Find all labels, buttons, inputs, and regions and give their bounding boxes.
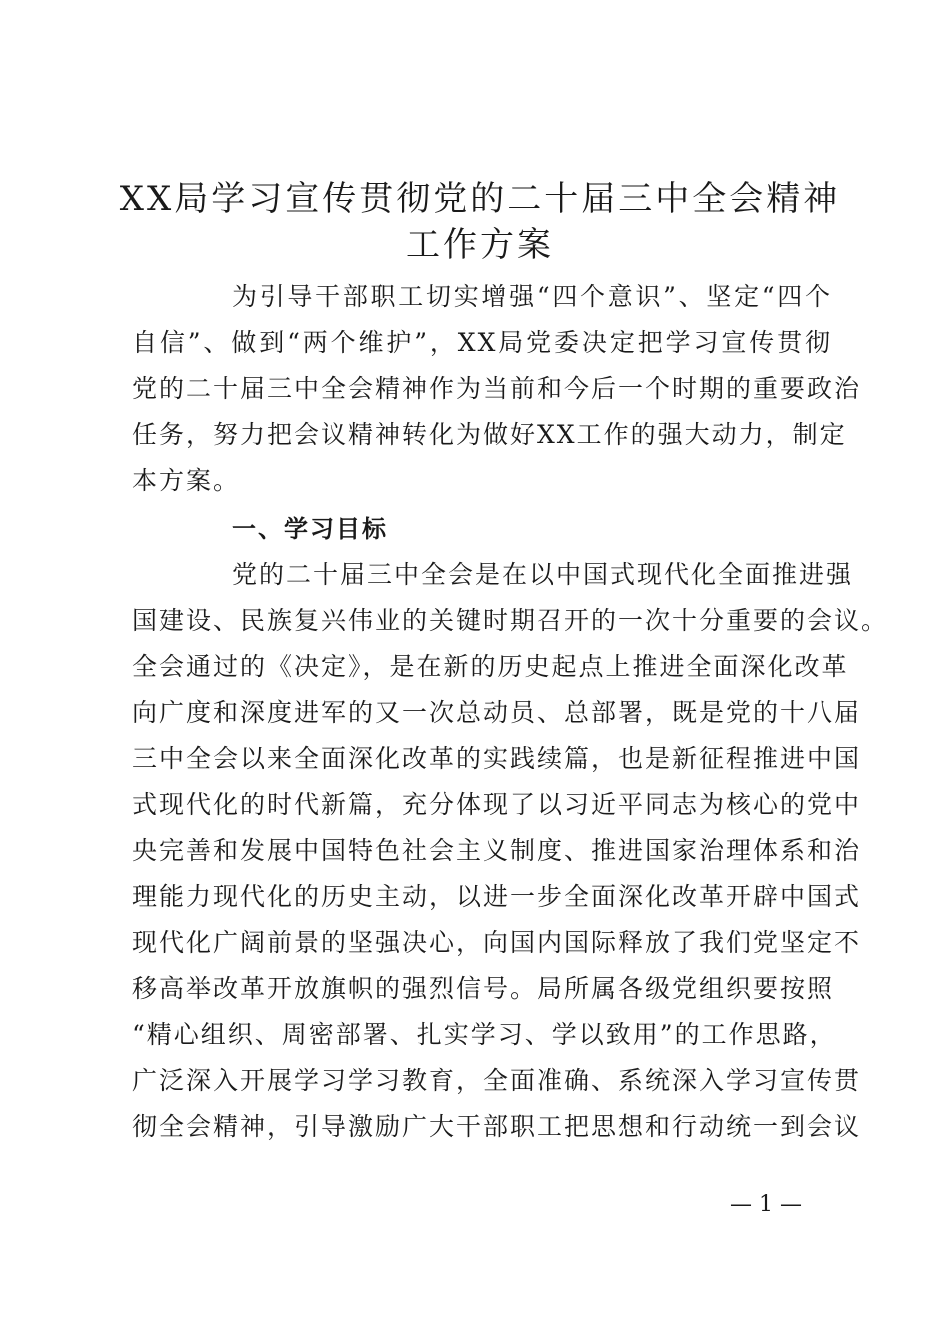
intro-line: 党的二十届三中全会精神作为当前和今后一个时期的重要政治 bbox=[132, 374, 862, 403]
intro-line: 自信”、做到“两个维护”，XX局党委决定把学习宣传贯彻 bbox=[132, 328, 832, 357]
body-line: 理能力现代化的历史主动，以进一步全面深化改革开辟中国式 bbox=[132, 882, 862, 911]
intro-line: 本方案。 bbox=[132, 466, 241, 495]
section-heading: 一、学习目标 bbox=[232, 515, 388, 543]
body-line: 全会通过的《决定》，是在新的历史起点上推进全面深化改革 bbox=[132, 652, 849, 681]
body-line: 党的二十届三中全会是在以中国式现代化全面推进强 bbox=[232, 560, 854, 589]
body-line: 广泛深入开展学习学习教育，全面准确、系统深入学习宣传贯 bbox=[132, 1066, 862, 1095]
body-line: 现代化广阔前景的坚强决心，向国内国际释放了我们党坚定不 bbox=[132, 928, 862, 957]
body-line: 向广度和深度进军的又一次总动员、总部署，既是党的十八届 bbox=[132, 698, 862, 727]
body-line: 移高举改革开放旗帜的强烈信号。局所属各级党组织要按照 bbox=[132, 974, 835, 1003]
body-line: 式现代化的时代新篇，充分体现了以习近平同志为核心的党中 bbox=[132, 790, 862, 819]
body-line: 三中全会以来全面深化改革的实践续篇，也是新征程推进中国 bbox=[132, 744, 862, 773]
body-line: “精心组织、周密部署、扎实学习、学以致用”的工作思路， bbox=[132, 1020, 837, 1049]
document-title-line-1: XX局学习宣传贯彻党的二十届三中全会精神 bbox=[119, 179, 841, 219]
intro-line: 为引导干部职工切实增强“四个意识”、坚定“四个 bbox=[232, 282, 832, 311]
body-line: 彻全会精神，引导激励广大干部职工把思想和行动统一到会议 bbox=[132, 1112, 862, 1141]
intro-line: 任务，努力把会议精神转化为做好XX工作的强大动力，制定 bbox=[132, 420, 847, 449]
body-line: 央完善和发展中国特色社会主义制度、推进国家治理体系和治 bbox=[132, 836, 862, 865]
body-line: 国建设、民族复兴伟业的关键时期召开的一次十分重要的会议。 bbox=[132, 606, 889, 635]
page-number: — 1 — bbox=[730, 1192, 802, 1217]
document-title-line-2: 工作方案 bbox=[406, 225, 554, 265]
